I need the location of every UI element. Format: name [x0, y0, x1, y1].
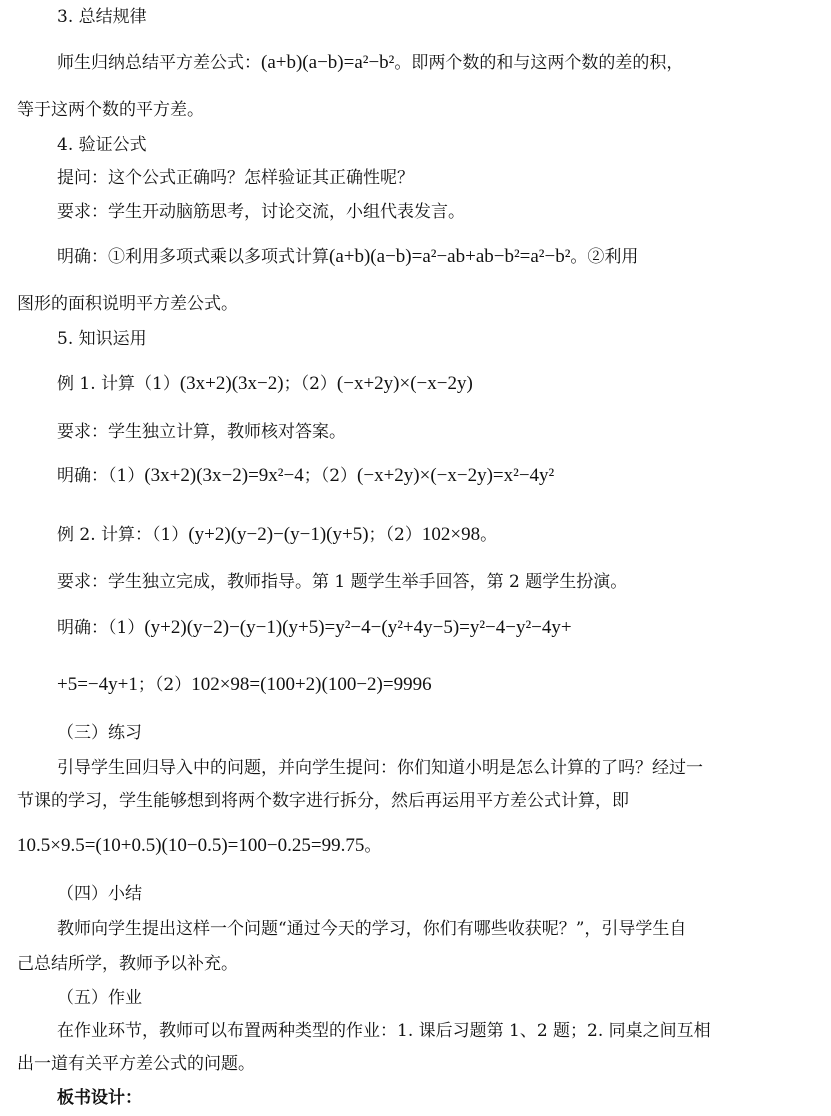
paragraph-requirement: 要求：学生开动脑筋思考，讨论交流，小组代表发言。 — [57, 202, 465, 222]
paragraph-question: 提问：这个公式正确吗？怎样验证其正确性呢？ — [57, 168, 414, 188]
formula-answer-2a-cont: +5=−4y+1 — [57, 674, 138, 695]
formula-difference-of-squares: (a+b)(a−b)=a²−b² — [261, 52, 395, 73]
paragraph-clarify-verify: 明确：①利用多项式乘以多项式计算(a+b)(a−b)=a²−ab+ab−b²=a²−b²。②利用 — [57, 246, 639, 267]
formula-answer-2b: 102×98=(100+2)(100−2)=9996 — [191, 674, 432, 695]
example-1: 例 1. 计算（1）(3x+2)(3x−2)；（2）(−x+2y)×(−x−2y) — [57, 373, 473, 394]
section-heading-practice: （三）练习 — [57, 723, 142, 743]
section-heading-verify: 4. 验证公式 — [57, 135, 147, 155]
paragraph-summary: 教师向学生提出这样一个问题“通过今天的学习，你们有哪些收获呢？”，引导学生自 — [57, 919, 687, 939]
section-heading-summary: （四）小结 — [57, 884, 142, 904]
formula-practice-line: 10.5×9.5=(10+0.5)(10−0.5)=100−0.25=99.75。 — [17, 835, 382, 856]
answer-example-2-cont: +5=−4y+1；（2）102×98=(100+2)(100−2)=9996 — [57, 674, 432, 695]
paragraph-requirement-1: 要求：学生独立计算，教师核对答案。 — [57, 422, 346, 442]
formula-example-2b: 102×98 — [421, 524, 481, 545]
formula-answer-1b: (−x+2y)×(−x−2y)=x²−4y² — [357, 465, 555, 486]
answer-example-2: 明确：（1）(y+2)(y−2)−(y−1)(y+5)=y²−4−(y²+4y−5)=y²−4−y²−4y+ — [57, 617, 572, 638]
formula-example-1b: (−x+2y)×(−x−2y) — [336, 373, 473, 394]
formula-answer-2a: (y+2)(y−2)−(y−1)(y+5)=y²−4−(y²+4y−5)=y²−4−y²−4y+ — [144, 617, 572, 638]
formula-example-1a: (3x+2)(3x−2) — [179, 373, 284, 394]
section-heading-summarize: 3. 总结规律 — [57, 7, 147, 27]
section-heading-apply: 5. 知识运用 — [57, 329, 147, 349]
example-2: 例 2. 计算：（1）(y+2)(y−2)−(y−1)(y+5)；（2）102×98。 — [57, 524, 498, 545]
paragraph-summary-cont: 己总结所学，教师予以补充。 — [17, 954, 238, 974]
paragraph-formula-summary: 师生归纳总结平方差公式：(a+b)(a−b)=a²−b²。即两个数的和与这两个数的差的积， — [57, 52, 684, 73]
paragraph-requirement-2: 要求：学生独立完成，教师指导。第 1 题学生举手回答，第 2 题学生扮演。 — [57, 572, 628, 592]
paragraph-homework: 在作业环节，教师可以布置两种类型的作业：1. 课后习题第 1、2 题；2. 同桌之间互相 — [57, 1021, 711, 1041]
paragraph-formula-summary-cont: 等于这两个数的平方差。 — [17, 100, 204, 120]
formula-practice: 10.5×9.5=(10+0.5)(10−0.5)=100−0.25=99.75 — [17, 835, 365, 856]
formula-answer-1a: (3x+2)(3x−2)=9x²−4 — [144, 465, 304, 486]
section-heading-homework: （五）作业 — [57, 988, 142, 1008]
paragraph-practice: 引导学生回归导入中的问题，并向学生提问：你们知道小明是怎么计算的了吗？经过一 — [57, 758, 703, 778]
paragraph-homework-cont: 出一道有关平方差公式的问题。 — [17, 1054, 255, 1074]
paragraph-practice-cont: 节课的学习，学生能够想到将两个数字进行拆分，然后再运用平方差公式计算，即 — [17, 791, 629, 811]
answer-example-1: 明确：（1）(3x+2)(3x−2)=9x²−4；（2）(−x+2y)×(−x−2y)=x²−4y² — [57, 465, 555, 486]
paragraph-clarify-verify-cont: 图形的面积说明平方差公式。 — [17, 294, 238, 314]
formula-expansion: (a+b)(a−b)=a²−ab+ab−b²=a²−b² — [329, 246, 571, 267]
section-heading-board-design: 板书设计： — [57, 1088, 142, 1108]
formula-example-2a: (y+2)(y−2)−(y−1)(y+5) — [188, 524, 369, 545]
